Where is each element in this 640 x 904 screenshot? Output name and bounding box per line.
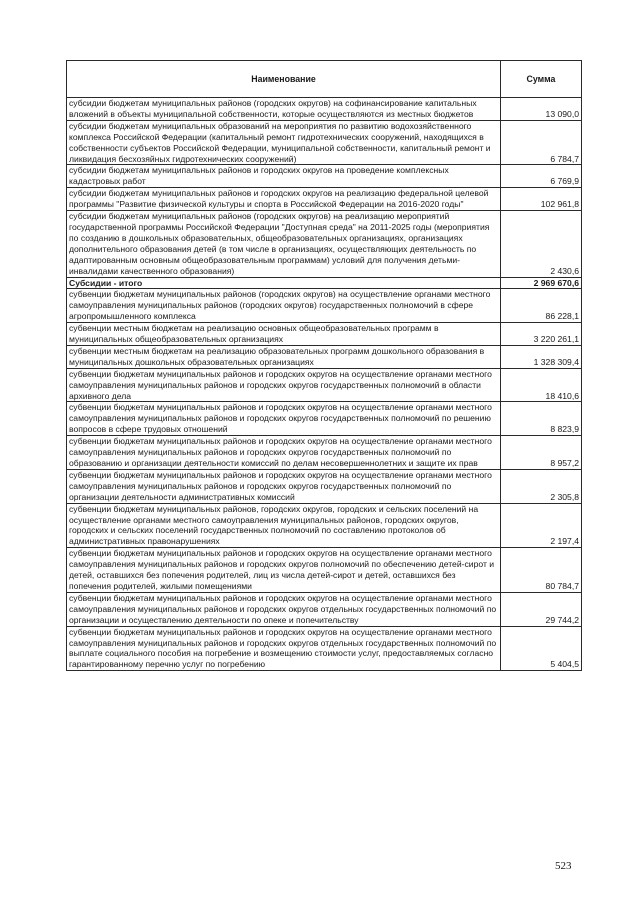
table-row — [67, 469, 582, 503]
row-name: субвенции бюджетам муниципальных районов и городских округов на осуществление органами местного самоуправления муниципальных районов и городских округов государственных полномочий по решению вопросов в сфере трудовых отношений — [67, 402, 501, 436]
row-name: субвенции местным бюджетам на реализацию образовательных программ дошкольного образования в муниципальных дошкольных образовательных организациях — [67, 345, 501, 368]
row-sum: 2 430,6 — [501, 211, 582, 277]
table-row — [67, 503, 582, 548]
row-sum: 5 404,5 — [501, 626, 582, 671]
budget-table — [66, 60, 582, 671]
row-name: субвенции бюджетам муниципальных районов и городских округов на осуществление органами местного самоуправления муниципальных районов и городских округов государственных полномочий по организации деятельности административных комиссий — [67, 469, 501, 503]
table-row — [67, 211, 582, 277]
table-row — [67, 98, 582, 121]
table-row — [67, 548, 582, 593]
table-row — [67, 120, 582, 165]
row-sum: 1 328 309,4 — [501, 345, 582, 368]
row-sum: 8 957,2 — [501, 436, 582, 470]
page-number: 523 — [555, 860, 572, 872]
table-row — [67, 402, 582, 436]
table-body — [67, 98, 582, 671]
row-sum: 86 228,1 — [501, 289, 582, 323]
table-row — [67, 626, 582, 671]
row-name: субвенции бюджетам муниципальных районов, городских округов, городских и сельских поселений на осуществление органами местного самоуправления муниципальных районов, городских округов, городских и сельских поселений государственных полномочий по составлению протоколов об административных правонарушениях — [67, 503, 501, 548]
row-name: субвенции бюджетам муниципальных районов и городских округов на осуществление органами местного самоуправления муниципальных районов и городских округов государственных полномочий в области архивного дела — [67, 368, 501, 402]
row-sum: 102 961,8 — [501, 188, 582, 211]
row-sum: 6 769,9 — [501, 165, 582, 188]
row-name: Субсидии - итого — [67, 277, 501, 289]
row-name: субвенции бюджетам муниципальных районов и городских округов на осуществление органами местного самоуправления муниципальных районов и городских округов отдельных государственных полномочий по организации и осуществлению деятельности по опеке и попечительству — [67, 592, 501, 626]
row-sum: 80 784,7 — [501, 548, 582, 593]
row-sum: 18 410,6 — [501, 368, 582, 402]
row-name: субвенции бюджетам муниципальных районов и городских округов на осуществление органами местного самоуправления муниципальных районов и городских округов государственных полномочий по образованию и организации деятельности комиссий по делам несовершеннолетних и защите их прав — [67, 436, 501, 470]
row-name: субвенции бюджетам муниципальных районов (городских округов) на осуществление органами местного самоуправления муниципальных районов (городских округов) государственных полномочий в сфере агропромышленного комплекса — [67, 289, 501, 323]
row-sum: 8 823,9 — [501, 402, 582, 436]
table-row — [67, 323, 582, 346]
row-name: субсидии бюджетам муниципальных образований на мероприятия по развитию водохозяйственного комплекса Российской Федерации (капитальный ремонт гидротехнических сооружений, находящихся в собственности субъектов Российской Федерации, муниципальной собственности, капитальный ремонт и ликвидация бесхозяйных гидротехнических сооружений) — [67, 120, 501, 165]
column-header-sum: Сумма — [501, 61, 582, 98]
row-name: субсидии бюджетам муниципальных районов и городских округов на проведение комплексных кадастровых работ — [67, 165, 501, 188]
row-name: субвенции местным бюджетам на реализацию основных общеобразовательных программ в муниципальных общеобразовательных организациях — [67, 323, 501, 346]
table-row — [67, 436, 582, 470]
row-name: субсидии бюджетам муниципальных районов (городских округов) на софинансирование капитальных вложений в объекты муниципальной собственности, которые осуществляются из местных бюджетов — [67, 98, 501, 121]
table-row — [67, 289, 582, 323]
row-sum: 29 744,2 — [501, 592, 582, 626]
row-name: субсидии бюджетам муниципальных районов (городских округов) на реализацию мероприятий государственной программы Российской Федерации "Доступная среда" на 2011-2025 годы (мероприятия по созданию в дошкольных образовательных, общеобразовательных организациях, организациях дополнительного образования детей (в том числе в организациях, осуществляющих деятельность по адаптированным основным общеобразовательным программам) условий для получения детьми-инвалидами качественного образования) — [67, 211, 501, 277]
table-row — [67, 368, 582, 402]
row-name: субвенции бюджетам муниципальных районов и городских округов на осуществление органами местного самоуправления муниципальных районов и городских округов отдельных государственных полномочий по выплате социального пособия на погребение и возмещению стоимости услуг, предоставляемых согласно гарантированному перечню услуг по погребению — [67, 626, 501, 671]
row-name: субсидии бюджетам муниципальных районов и городских округов на реализацию федеральной целевой программы "Развитие физической культуры и спорта в Российской Федерации на 2016-2020 годы" — [67, 188, 501, 211]
row-sum: 2 197,4 — [501, 503, 582, 548]
row-sum: 2 305,8 — [501, 469, 582, 503]
table-row — [67, 592, 582, 626]
table-header-row — [67, 61, 582, 98]
row-sum: 2 969 670,6 — [501, 277, 582, 289]
table-total-row — [67, 277, 582, 289]
row-sum: 13 090,0 — [501, 98, 582, 121]
row-sum: 6 784,7 — [501, 120, 582, 165]
row-sum: 3 220 261,1 — [501, 323, 582, 346]
row-name: субвенции бюджетам муниципальных районов и городских округов на осуществление органами местного самоуправления муниципальных районов и городских округов полномочий по обеспечению детей-сирот и детей, оставшихся без попечения родителей, лиц из числа детей-сирот и детей, оставшихся без попечения родителей, жилыми помещениями — [67, 548, 501, 593]
table-row — [67, 345, 582, 368]
table-row — [67, 165, 582, 188]
table-row — [67, 188, 582, 211]
column-header-name: Наименование — [67, 61, 501, 98]
